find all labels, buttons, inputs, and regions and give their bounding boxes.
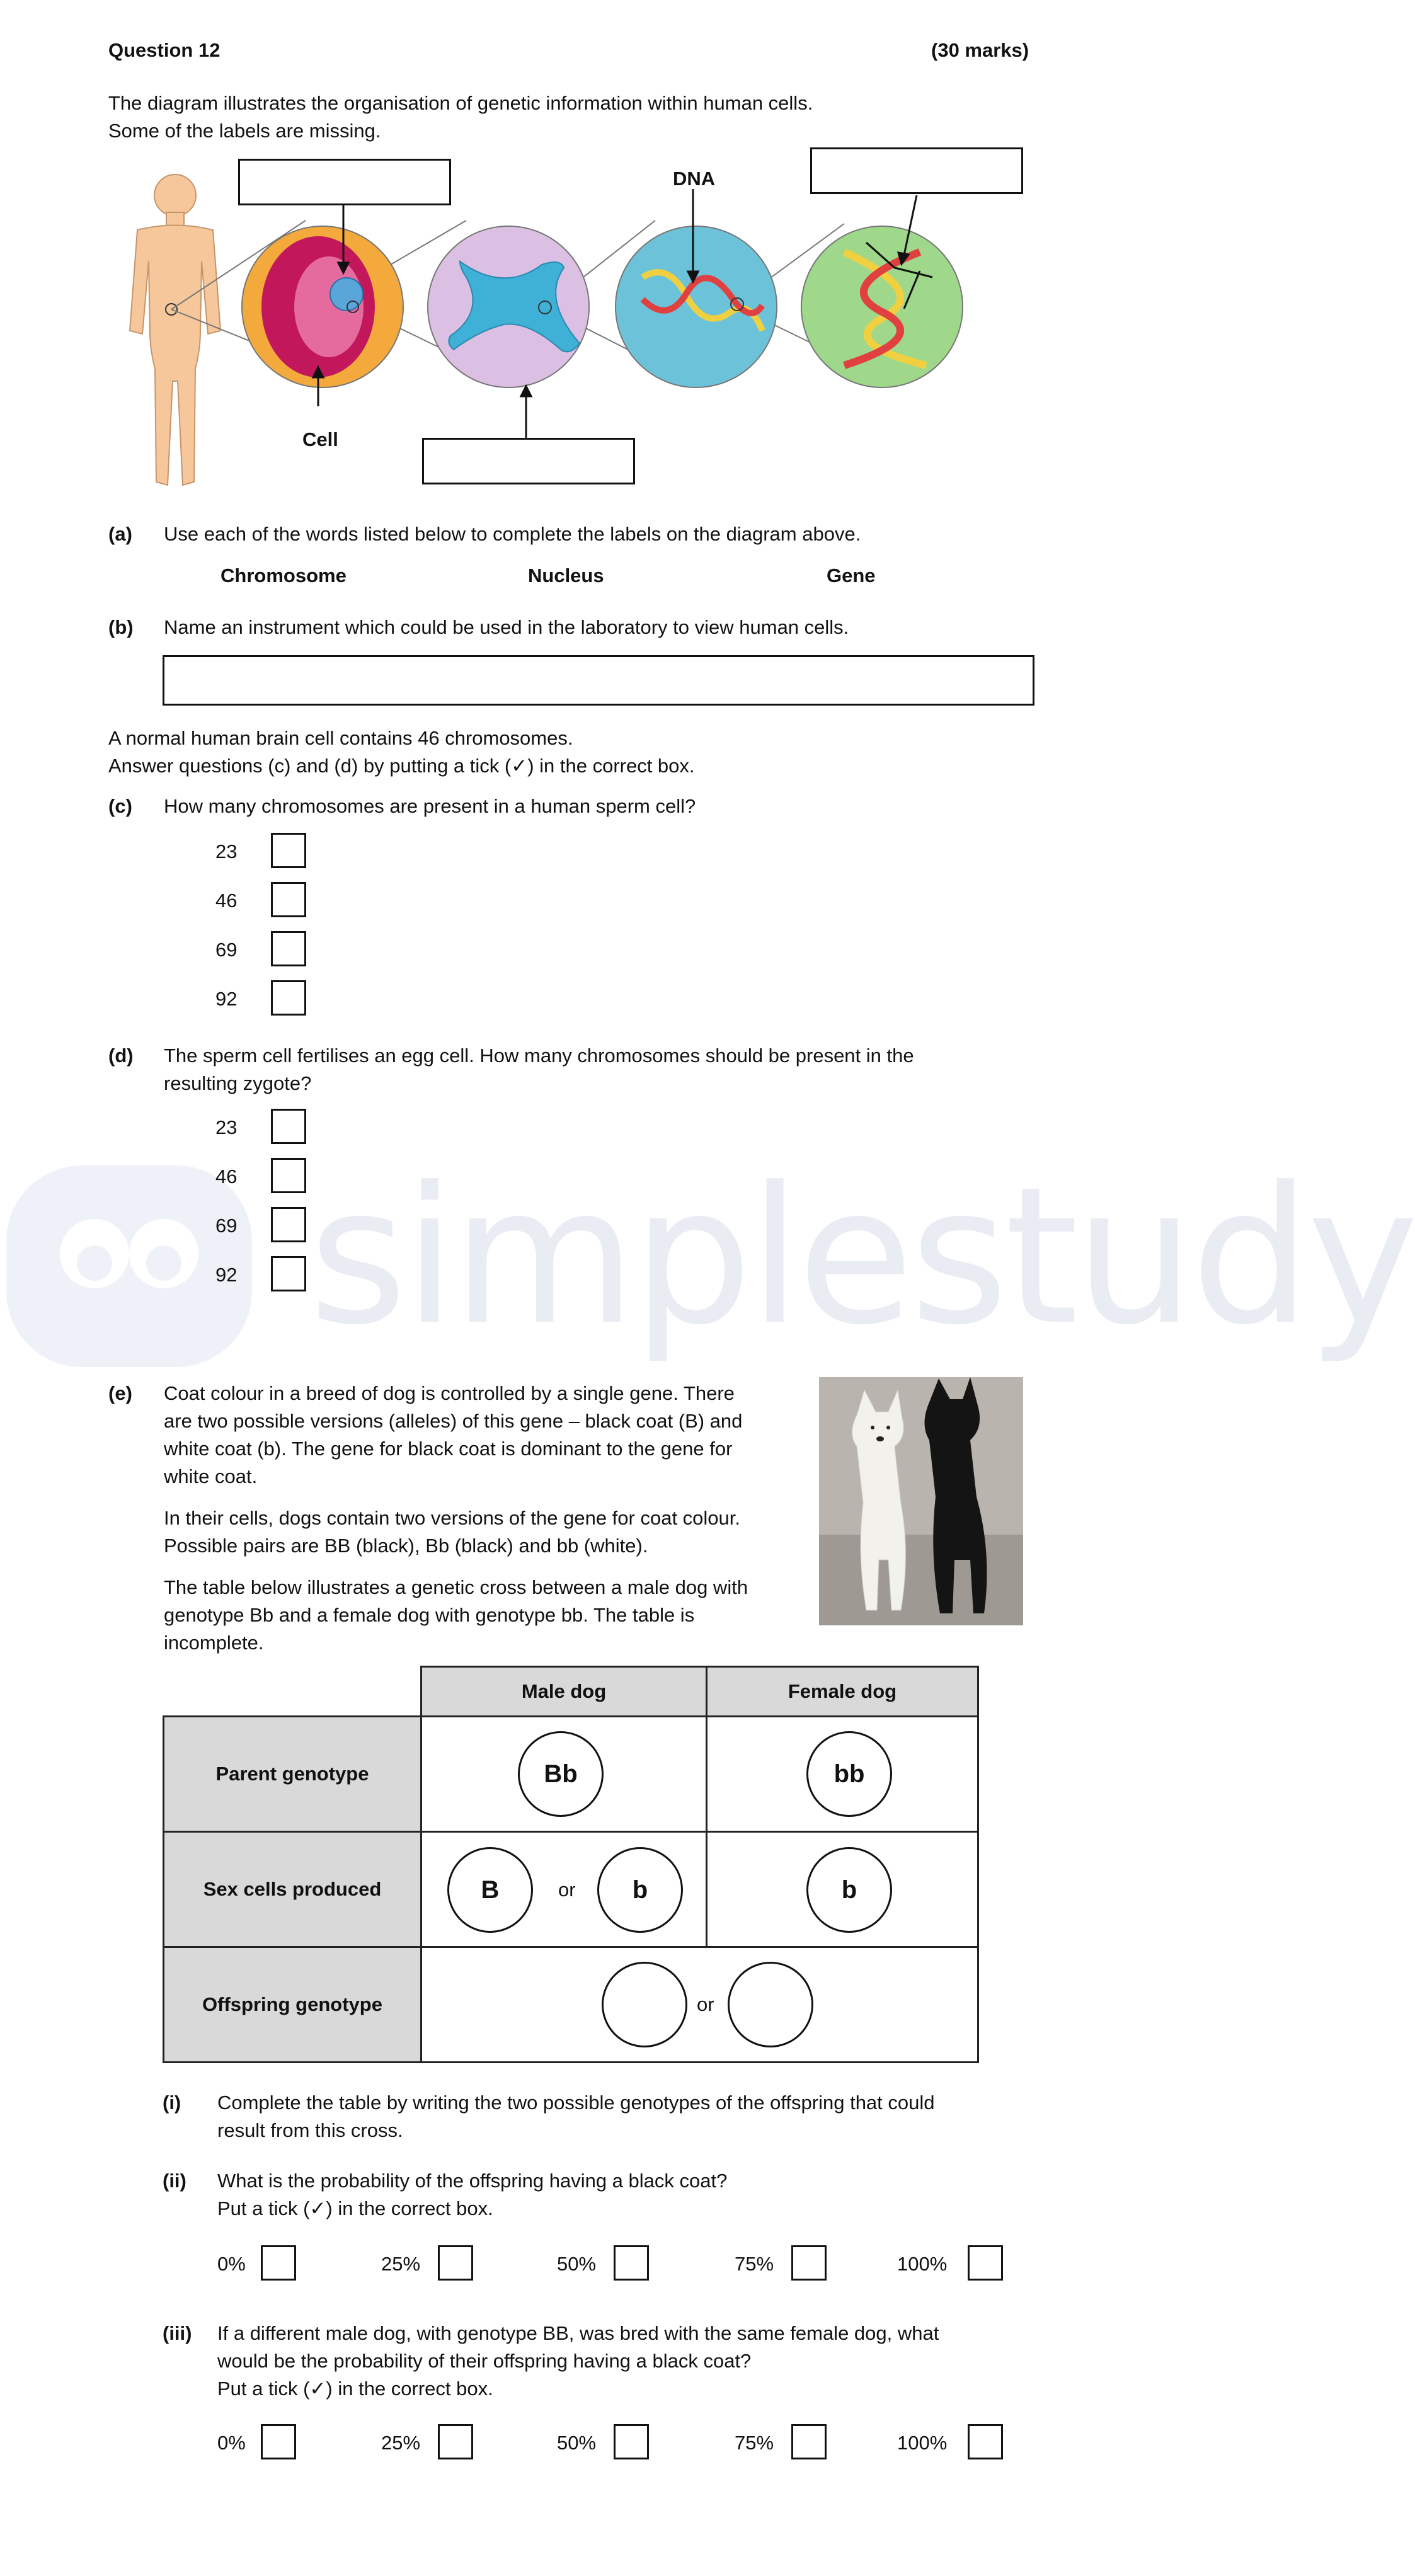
part-d-tickbox-23[interactable]	[271, 1109, 306, 1144]
part-e-para3-line1: The table below illustrates a genetic cross between a male dog with	[164, 1576, 748, 1598]
sub-iii-tickbox-25[interactable]	[438, 2424, 473, 2459]
gamete-or: or	[558, 1879, 576, 1901]
gene-illustration	[801, 226, 963, 387]
part-d-tickbox-69[interactable]	[271, 1207, 306, 1242]
sub-ii-tickbox-100[interactable]	[968, 2245, 1003, 2281]
part-e-para2-line1: In their cells, dogs contain two versions of the gene for coat colour.	[164, 1507, 741, 1529]
label-box-gene-slot[interactable]	[810, 147, 1023, 194]
sub-iii-option-50: 50%	[557, 2432, 597, 2454]
part-d-option-92: 92	[215, 1264, 238, 1286]
sub-iii-text-1: If a different male dog, with genotype BB, was bred with the same female dog, what	[217, 2322, 939, 2344]
female-gamete-circle: b	[806, 1847, 892, 1933]
sub-ii-option-25: 25%	[381, 2253, 421, 2275]
table-header-male: Male dog	[420, 1666, 708, 1717]
sub-ii-tickbox-50[interactable]	[614, 2245, 649, 2281]
part-d-text-1: The sperm cell fertilises an egg cell. How many chromosomes should be present in the	[164, 1045, 914, 1067]
part-d-text-2: resulting zygote?	[164, 1072, 312, 1094]
part-c-label: (c)	[108, 795, 132, 817]
sub-iii-tickbox-0[interactable]	[261, 2424, 296, 2459]
part-c-option-69: 69	[215, 939, 238, 961]
part-b-text: Name an instrument which could be used in the laboratory to view human cells.	[164, 616, 849, 638]
mid-text-1: A normal human brain cell contains 46 chromosomes.	[108, 727, 573, 749]
part-c-text: How many chromosomes are present in a human sperm cell?	[164, 795, 696, 817]
part-d-label: (d)	[108, 1045, 134, 1067]
sub-iii-option-25: 25%	[381, 2432, 421, 2454]
part-a-label: (a)	[108, 523, 132, 545]
mid-text-2: Answer questions (c) and (d) by putting a tick (✓) in the correct box.	[108, 755, 695, 777]
part-c-tickbox-23[interactable]	[271, 833, 306, 868]
sub-i-label: (i)	[163, 2092, 181, 2114]
part-c-tickbox-69[interactable]	[271, 931, 306, 966]
sub-ii-option-75: 75%	[735, 2253, 774, 2275]
question-marks: (30 marks)	[931, 39, 1029, 61]
part-d-tickbox-46[interactable]	[271, 1158, 306, 1193]
sub-iii-tickbox-100[interactable]	[968, 2424, 1003, 2459]
table-row-offspring: Offspring genotype	[163, 1946, 422, 2063]
label-box-chromosome-slot[interactable]	[422, 438, 635, 484]
intro-line-2: Some of the labels are missing.	[108, 120, 381, 142]
label-box-nucleus-slot[interactable]	[238, 159, 451, 205]
sub-i-text-1: Complete the table by writing the two possible genotypes of the offspring that could	[217, 2092, 935, 2114]
part-b-label: (b)	[108, 616, 134, 638]
part-c-option-46: 46	[215, 890, 238, 912]
sub-ii-tickbox-25[interactable]	[438, 2245, 473, 2281]
intro-line-1: The diagram illustrates the organisation of genetic information within human cells.	[108, 92, 813, 114]
part-e-para1-line3: white coat (b). The gene for black coat is dominant to the gene for	[164, 1438, 733, 1460]
part-c-option-23: 23	[215, 840, 238, 862]
part-e-para3-line2: genotype Bb and a female dog with genotype bb. The table is	[164, 1604, 695, 1626]
male-genotype-circle: Bb	[518, 1731, 604, 1817]
dna-illustration	[616, 226, 777, 387]
diagram-label-cell: Cell	[302, 428, 338, 450]
diagram-label-dna: DNA	[673, 168, 716, 190]
sub-i-text-2: result from this cross.	[217, 2119, 403, 2141]
offspring-or: or	[697, 1993, 714, 2015]
offspring-answer-circle-2[interactable]	[728, 1962, 813, 2047]
question-title: Question 12	[108, 39, 221, 61]
sub-ii-tickbox-75[interactable]	[791, 2245, 827, 2281]
part-d-option-23: 23	[215, 1116, 238, 1138]
part-e-para3-line3: incomplete.	[164, 1632, 264, 1654]
part-c-tickbox-92[interactable]	[271, 980, 306, 1016]
watermark-text: simplestudy	[309, 1147, 1415, 1366]
sub-ii-option-0: 0%	[217, 2253, 246, 2275]
cell-illustration	[242, 226, 403, 387]
word-chromosome: Chromosome	[221, 564, 347, 587]
dogs-photo	[819, 1377, 1023, 1625]
part-e-para1-line1: Coat colour in a breed of dog is controlled by a single gene. There	[164, 1382, 735, 1404]
sub-iii-tickbox-50[interactable]	[614, 2424, 649, 2459]
sub-ii-option-100: 100%	[897, 2253, 948, 2275]
sub-iii-text-2: would be the probability of their offspring having a black coat?	[217, 2350, 752, 2372]
part-c-option-92: 92	[215, 988, 238, 1010]
part-e-para1-line2: are two possible versions (alleles) of this gene – black coat (B) and	[164, 1410, 743, 1432]
offspring-answer-circle-1[interactable]	[602, 1962, 687, 2047]
part-d-option-69: 69	[215, 1215, 238, 1237]
sub-ii-text-2: Put a tick (✓) in the correct box.	[217, 2197, 493, 2219]
chromosome-illustration	[428, 226, 589, 387]
part-b-answer-box[interactable]	[163, 655, 1034, 706]
male-gamete-b-circle: b	[597, 1847, 683, 1933]
sub-iii-option-100: 100%	[897, 2432, 948, 2454]
sub-iii-tickbox-75[interactable]	[791, 2424, 827, 2459]
table-row-sex-cells: Sex cells produced	[163, 1831, 422, 1948]
part-e-para1-line4: white coat.	[164, 1465, 258, 1487]
part-a-text: Use each of the words listed below to complete the labels on the diagram above.	[164, 523, 861, 545]
male-gamete-B-circle: B	[447, 1847, 533, 1933]
table-header-female: Female dog	[706, 1666, 979, 1717]
table-row-parent-genotype: Parent genotype	[163, 1715, 422, 1833]
sub-iii-option-0: 0%	[217, 2432, 246, 2454]
part-c-tickbox-46[interactable]	[271, 882, 306, 917]
sub-iii-text-3: Put a tick (✓) in the correct box.	[217, 2378, 493, 2400]
part-d-tickbox-92[interactable]	[271, 1256, 306, 1291]
part-e-para2-line2: Possible pairs are BB (black), Bb (black) and bb (white).	[164, 1535, 648, 1557]
sub-iii-label: (iii)	[163, 2322, 192, 2344]
part-d-option-46: 46	[215, 1165, 238, 1188]
word-gene: Gene	[827, 564, 876, 587]
word-nucleus: Nucleus	[528, 564, 604, 587]
sub-ii-option-50: 50%	[557, 2253, 597, 2275]
sub-ii-tickbox-0[interactable]	[261, 2245, 296, 2281]
sub-ii-text-1: What is the probability of the offspring having a black coat?	[217, 2170, 728, 2192]
sub-ii-label: (ii)	[163, 2170, 186, 2192]
part-e-label: (e)	[108, 1382, 132, 1404]
female-genotype-circle: bb	[806, 1731, 892, 1817]
sub-iii-option-75: 75%	[735, 2432, 774, 2454]
human-body-illustration	[130, 175, 221, 485]
